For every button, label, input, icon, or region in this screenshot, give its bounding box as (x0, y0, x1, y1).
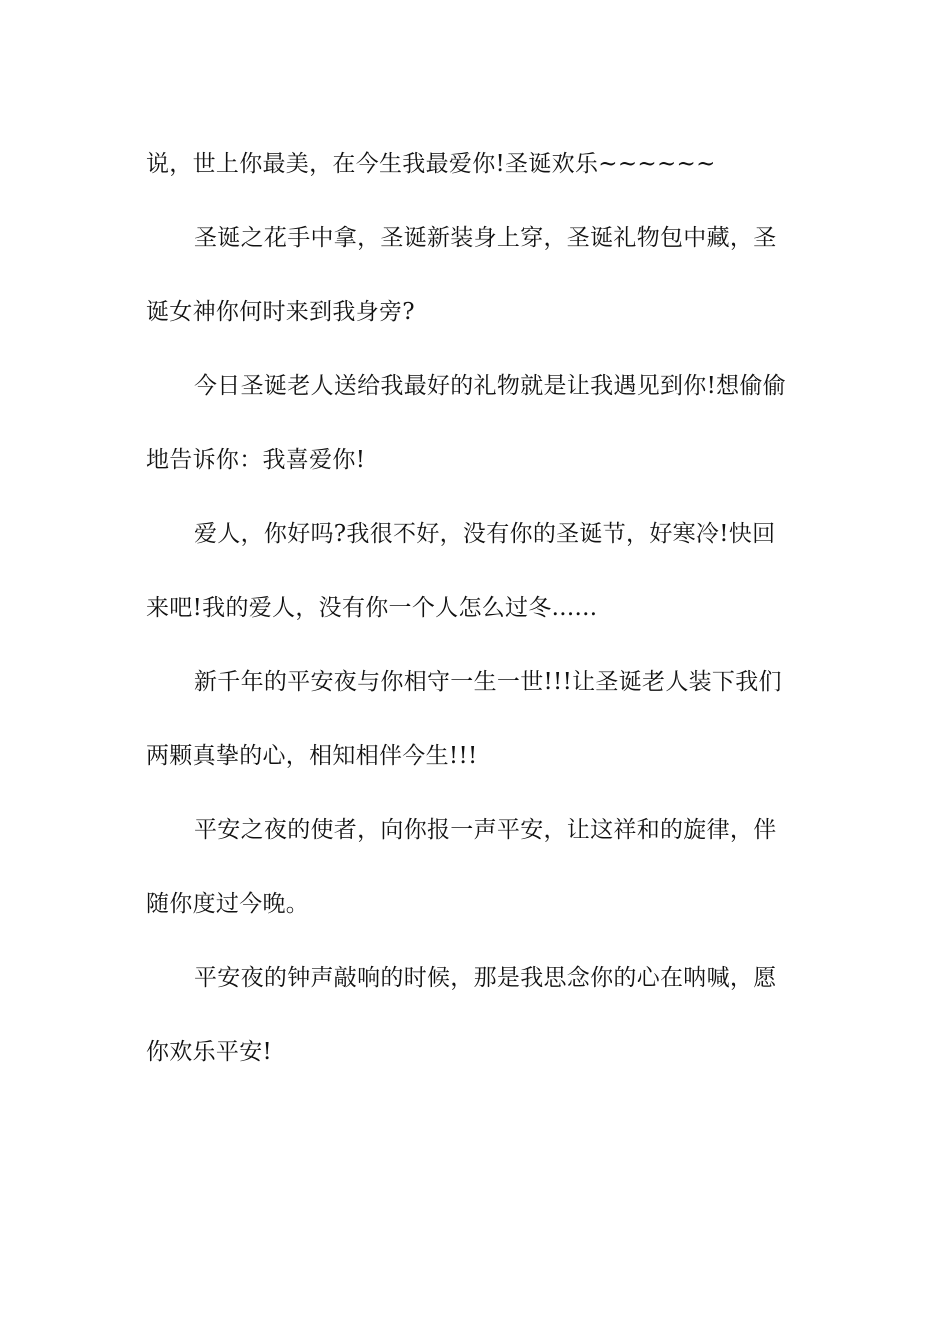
text-line: 今日圣诞老人送给我最好的礼物就是让我遇见到你!想偷偷 (194, 373, 787, 399)
text-line: 两颗真挚的心，相知相伴今生!!! (146, 743, 478, 769)
text-line: 说，世上你最美，在今生我最爱你!圣诞欢乐~~~~~~ (146, 151, 716, 177)
text-line: 你欢乐平安! (146, 1039, 273, 1065)
paragraph-1 (146, 127, 806, 201)
paragraph-5 (146, 645, 806, 793)
text-line: 随你度过今晚。 (146, 891, 310, 917)
paragraph-7 (146, 941, 806, 1089)
text-line: 平安夜的钟声敲响的时候，那是我思念你的心在呐喊，愿 (194, 965, 777, 991)
document-body (146, 127, 806, 1089)
text-line: 来吧!我的爱人，没有你一个人怎么过冬...... (146, 595, 598, 621)
text-line: 新千年的平安夜与你相守一生一世!!!让圣诞老人装下我们 (194, 669, 782, 695)
text-line: 平安之夜的使者，向你报一声平安，让这祥和的旋律，伴 (194, 817, 777, 843)
paragraph-6 (146, 793, 806, 941)
paragraph-4 (146, 497, 806, 645)
text-line: 圣诞之花手中拿，圣诞新装身上穿，圣诞礼物包中藏，圣 (194, 225, 777, 251)
paragraph-3 (146, 349, 806, 497)
paragraph-2 (146, 201, 806, 349)
text-line: 爱人，你好吗?我很不好，没有你的圣诞节，好寒冷!快回 (194, 521, 776, 547)
text-line: 地告诉你：我喜爱你! (146, 447, 366, 473)
text-line: 诞女神你何时来到我身旁? (146, 299, 415, 325)
